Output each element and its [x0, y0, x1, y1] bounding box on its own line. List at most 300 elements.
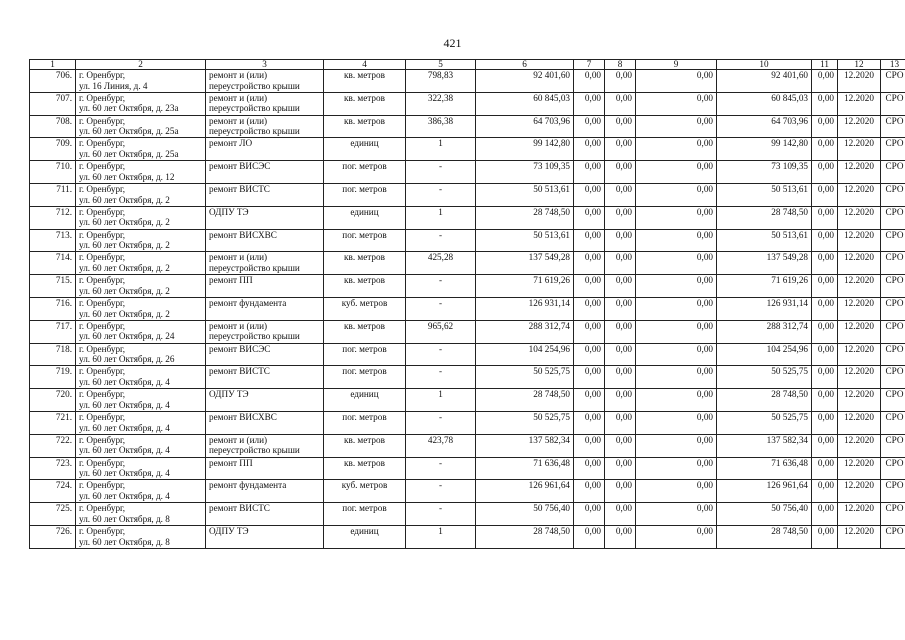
value-cell-9: 0,00	[636, 161, 717, 184]
value-cell-11: 0,00	[812, 275, 838, 298]
value-cell-9: 0,00	[636, 389, 717, 412]
address-cell	[76, 297, 206, 320]
address-street: ул. 60 лет Октября, д. 12	[79, 171, 175, 182]
unit-cell: пог. метров	[324, 343, 406, 366]
address-cell	[76, 161, 206, 184]
value-cell-11: 0,00	[812, 343, 838, 366]
address-cell	[76, 457, 206, 480]
row-number: 713.	[30, 229, 76, 252]
quantity-cell: -	[406, 366, 476, 389]
value-cell-8: 0,00	[605, 503, 636, 526]
unit-cell: пог. метров	[324, 366, 406, 389]
address-street: ул. 60 лет Октября, д. 2	[79, 240, 170, 251]
date-cell: 12.2020	[838, 320, 881, 343]
value-cell-9: 0,00	[636, 503, 717, 526]
quantity-cell: 965,62	[406, 320, 476, 343]
value-cell-8: 0,00	[605, 206, 636, 229]
value-cell-7: 0,00	[574, 275, 605, 298]
date-cell: 12.2020	[838, 503, 881, 526]
row-number: 711.	[30, 183, 76, 206]
value-cell-7: 0,00	[574, 115, 605, 138]
work-type-cell	[206, 503, 324, 526]
address-city: г. Оренбург,	[79, 297, 126, 308]
work-type-line1: ремонт ВИСТС	[209, 503, 270, 514]
value-cell-7: 0,00	[574, 92, 605, 115]
address-city: г. Оренбург,	[79, 434, 126, 445]
row-number: 712.	[30, 206, 76, 229]
work-type-cell	[206, 366, 324, 389]
work-type-line1: ремонт фундамента	[209, 297, 287, 308]
total-cost-cell: 137 549,28	[476, 252, 574, 275]
date-cell: 12.2020	[838, 411, 881, 434]
address-cell	[76, 115, 206, 138]
unit-cell: куб. метров	[324, 297, 406, 320]
address-street: ул. 60 лет Октября, д. 4	[79, 445, 170, 456]
unit-cell: кв. метров	[324, 92, 406, 115]
row-number: 721.	[30, 411, 76, 434]
work-type-line2: переустройство крыши	[209, 262, 300, 273]
work-type-line2: переустройство крыши	[209, 126, 300, 137]
work-type-cell	[206, 434, 324, 457]
date-cell: 12.2020	[838, 206, 881, 229]
quantity-cell: -	[406, 229, 476, 252]
address-city: г. Оренбург,	[79, 457, 126, 468]
unit-cell: единиц	[324, 525, 406, 548]
value-cell-10: 288 312,74	[717, 320, 812, 343]
value-cell-11: 0,00	[812, 138, 838, 161]
source-cell: СРО	[881, 92, 905, 115]
work-type-line1: ремонт и (или)	[209, 92, 268, 103]
total-cost-cell: 50 756,40	[476, 503, 574, 526]
address-cell	[76, 411, 206, 434]
value-cell-7: 0,00	[574, 229, 605, 252]
row-number: 723.	[30, 457, 76, 480]
row-number: 724.	[30, 480, 76, 503]
quantity-cell: 425,28	[406, 252, 476, 275]
value-cell-11: 0,00	[812, 366, 838, 389]
address-street: ул. 60 лет Октября, д. 4	[79, 490, 170, 501]
table-row	[30, 92, 905, 115]
col-header: 11	[812, 60, 838, 70]
date-cell: 12.2020	[838, 366, 881, 389]
table-row	[30, 206, 905, 229]
address-cell	[76, 138, 206, 161]
value-cell-10: 137 549,28	[717, 252, 812, 275]
address-cell	[76, 252, 206, 275]
address-street: ул. 60 лет Октября, д. 4	[79, 468, 170, 479]
value-cell-9: 0,00	[636, 366, 717, 389]
value-cell-9: 0,00	[636, 275, 717, 298]
date-cell: 12.2020	[838, 434, 881, 457]
row-number: 710.	[30, 161, 76, 184]
value-cell-11: 0,00	[812, 183, 838, 206]
work-type-cell	[206, 115, 324, 138]
value-cell-10: 28 748,50	[717, 389, 812, 412]
date-cell: 12.2020	[838, 115, 881, 138]
unit-cell: кв. метров	[324, 70, 406, 93]
row-number: 725.	[30, 503, 76, 526]
source-cell: СРО	[881, 206, 905, 229]
table-row	[30, 525, 905, 548]
unit-cell: кв. метров	[324, 115, 406, 138]
value-cell-7: 0,00	[574, 389, 605, 412]
value-cell-11: 0,00	[812, 434, 838, 457]
col-header: 13	[881, 60, 905, 70]
table-row	[30, 275, 905, 298]
work-type-cell	[206, 389, 324, 412]
value-cell-9: 0,00	[636, 480, 717, 503]
table-row	[30, 252, 905, 275]
col-header: 8	[605, 60, 636, 70]
work-type-cell	[206, 70, 324, 93]
unit-cell: кв. метров	[324, 320, 406, 343]
quantity-cell: -	[406, 503, 476, 526]
date-cell: 12.2020	[838, 343, 881, 366]
work-type-line1: ремонт и (или)	[209, 70, 268, 80]
quantity-cell: 1	[406, 138, 476, 161]
row-number: 708.	[30, 115, 76, 138]
address-street: ул. 60 лет Октября, д. 8	[79, 536, 170, 547]
value-cell-7: 0,00	[574, 70, 605, 93]
quantity-cell: 798,83	[406, 70, 476, 93]
total-cost-cell: 50 513,61	[476, 229, 574, 252]
value-cell-10: 126 931,14	[717, 297, 812, 320]
row-number: 707.	[30, 92, 76, 115]
source-cell: СРО	[881, 503, 905, 526]
row-number: 718.	[30, 343, 76, 366]
work-type-line1: ОДПУ ТЭ	[209, 525, 249, 536]
quantity-cell: -	[406, 411, 476, 434]
value-cell-10: 126 961,64	[717, 480, 812, 503]
quantity-cell: -	[406, 183, 476, 206]
row-number: 706.	[30, 70, 76, 93]
source-cell: СРО	[881, 320, 905, 343]
date-cell: 12.2020	[838, 275, 881, 298]
source-cell: СРО	[881, 297, 905, 320]
quantity-cell: -	[406, 297, 476, 320]
table-row	[30, 229, 905, 252]
work-type-cell	[206, 92, 324, 115]
unit-cell: кв. метров	[324, 434, 406, 457]
value-cell-7: 0,00	[574, 411, 605, 434]
value-cell-7: 0,00	[574, 206, 605, 229]
col-header: 1	[30, 60, 76, 70]
address-street: ул. 16 Линия, д. 4	[79, 80, 148, 91]
work-type-line1: ремонт ВИСТС	[209, 183, 270, 194]
address-street: ул. 60 лет Октября, д. 2	[79, 285, 170, 296]
table-row	[30, 183, 905, 206]
value-cell-10: 104 254,96	[717, 343, 812, 366]
table-row	[30, 138, 905, 161]
address-city: г. Оренбург,	[79, 229, 126, 240]
work-type-line2: переустройство крыши	[209, 103, 300, 114]
value-cell-8: 0,00	[605, 161, 636, 184]
value-cell-9: 0,00	[636, 115, 717, 138]
row-number: 714.	[30, 252, 76, 275]
work-type-cell	[206, 457, 324, 480]
value-cell-7: 0,00	[574, 503, 605, 526]
value-cell-8: 0,00	[605, 229, 636, 252]
value-cell-11: 0,00	[812, 252, 838, 275]
address-city: г. Оренбург,	[79, 183, 126, 194]
work-type-cell	[206, 480, 324, 503]
unit-cell: кв. метров	[324, 457, 406, 480]
source-cell: СРО	[881, 183, 905, 206]
value-cell-11: 0,00	[812, 457, 838, 480]
unit-cell: кв. метров	[324, 275, 406, 298]
table-row	[30, 70, 905, 93]
date-cell: 12.2020	[838, 480, 881, 503]
value-cell-9: 0,00	[636, 411, 717, 434]
col-header: 12	[838, 60, 881, 70]
quantity-cell: -	[406, 275, 476, 298]
quantity-cell: 1	[406, 206, 476, 229]
address-city: г. Оренбург,	[79, 206, 126, 217]
address-street: ул. 60 лет Октября, д. 2	[79, 194, 170, 205]
table-row	[30, 411, 905, 434]
value-cell-9: 0,00	[636, 92, 717, 115]
value-cell-8: 0,00	[605, 525, 636, 548]
value-cell-7: 0,00	[574, 297, 605, 320]
table-row	[30, 297, 905, 320]
address-city: г. Оренбург,	[79, 70, 126, 80]
work-type-line1: ремонт ПП	[209, 275, 253, 286]
value-cell-9: 0,00	[636, 70, 717, 93]
value-cell-8: 0,00	[605, 138, 636, 161]
value-cell-10: 50 756,40	[717, 503, 812, 526]
value-cell-9: 0,00	[636, 457, 717, 480]
value-cell-11: 0,00	[812, 503, 838, 526]
address-cell	[76, 70, 206, 93]
row-number: 715.	[30, 275, 76, 298]
row-number: 726.	[30, 525, 76, 548]
value-cell-10: 50 513,61	[717, 229, 812, 252]
quantity-cell: -	[406, 343, 476, 366]
source-cell: СРО	[881, 411, 905, 434]
value-cell-7: 0,00	[574, 183, 605, 206]
address-city: г. Оренбург,	[79, 275, 126, 286]
value-cell-11: 0,00	[812, 115, 838, 138]
source-cell: СРО	[881, 389, 905, 412]
total-cost-cell: 50 513,61	[476, 183, 574, 206]
value-cell-8: 0,00	[605, 275, 636, 298]
work-type-line1: ремонт ПП	[209, 457, 253, 468]
address-street: ул. 60 лет Октября, д. 2	[79, 262, 170, 273]
address-street: ул. 60 лет Октября, д. 26	[79, 354, 175, 365]
value-cell-7: 0,00	[574, 320, 605, 343]
address-street: ул. 60 лет Октября, д. 25а	[79, 126, 179, 137]
value-cell-9: 0,00	[636, 343, 717, 366]
value-cell-9: 0,00	[636, 297, 717, 320]
value-cell-8: 0,00	[605, 70, 636, 93]
work-type-line1: ремонт ВИСХВС	[209, 411, 277, 422]
quantity-cell: 322,38	[406, 92, 476, 115]
value-cell-9: 0,00	[636, 252, 717, 275]
value-cell-11: 0,00	[812, 297, 838, 320]
total-cost-cell: 71 636,48	[476, 457, 574, 480]
value-cell-8: 0,00	[605, 252, 636, 275]
table-row	[30, 366, 905, 389]
value-cell-10: 71 619,26	[717, 275, 812, 298]
quantity-cell: 1	[406, 389, 476, 412]
value-cell-9: 0,00	[636, 434, 717, 457]
date-cell: 12.2020	[838, 70, 881, 93]
source-cell: СРО	[881, 115, 905, 138]
source-cell: СРО	[881, 343, 905, 366]
work-type-line1: ремонт фундамента	[209, 480, 287, 491]
value-cell-7: 0,00	[574, 138, 605, 161]
value-cell-8: 0,00	[605, 389, 636, 412]
work-type-cell	[206, 343, 324, 366]
address-city: г. Оренбург,	[79, 161, 126, 172]
quantity-cell: -	[406, 457, 476, 480]
total-cost-cell: 50 525,75	[476, 366, 574, 389]
value-cell-8: 0,00	[605, 434, 636, 457]
work-type-cell	[206, 183, 324, 206]
address-city: г. Оренбург,	[79, 138, 126, 149]
work-type-line1: ремонт ВИСЭС	[209, 343, 271, 354]
value-cell-7: 0,00	[574, 252, 605, 275]
value-cell-11: 0,00	[812, 389, 838, 412]
value-cell-9: 0,00	[636, 320, 717, 343]
work-type-line1: ремонт ВИСХВС	[209, 229, 277, 240]
date-cell: 12.2020	[838, 389, 881, 412]
value-cell-7: 0,00	[574, 525, 605, 548]
work-type-line1: ремонт ВИСЭС	[209, 161, 271, 172]
source-cell: СРО	[881, 161, 905, 184]
value-cell-10: 137 582,34	[717, 434, 812, 457]
work-type-cell	[206, 525, 324, 548]
value-cell-10: 73 109,35	[717, 161, 812, 184]
total-cost-cell: 126 931,14	[476, 297, 574, 320]
value-cell-11: 0,00	[812, 480, 838, 503]
source-cell: СРО	[881, 457, 905, 480]
address-cell	[76, 320, 206, 343]
value-cell-8: 0,00	[605, 115, 636, 138]
unit-cell: куб. метров	[324, 480, 406, 503]
address-cell	[76, 480, 206, 503]
value-cell-10: 28 748,50	[717, 525, 812, 548]
source-cell: СРО	[881, 252, 905, 275]
value-cell-8: 0,00	[605, 343, 636, 366]
work-type-line1: ремонт и (или)	[209, 434, 268, 445]
address-city: г. Оренбург,	[79, 252, 126, 263]
address-city: г. Оренбург,	[79, 503, 126, 514]
value-cell-7: 0,00	[574, 343, 605, 366]
col-header: 4	[324, 60, 406, 70]
total-cost-cell: 288 312,74	[476, 320, 574, 343]
unit-cell: пог. метров	[324, 503, 406, 526]
value-cell-11: 0,00	[812, 320, 838, 343]
address-cell	[76, 366, 206, 389]
total-cost-cell: 64 703,96	[476, 115, 574, 138]
address-city: г. Оренбург,	[79, 343, 126, 354]
date-cell: 12.2020	[838, 525, 881, 548]
work-type-cell	[206, 161, 324, 184]
value-cell-9: 0,00	[636, 229, 717, 252]
unit-cell: пог. метров	[324, 183, 406, 206]
source-cell: СРО	[881, 525, 905, 548]
work-type-line1: ремонт и (или)	[209, 115, 268, 126]
quantity-cell: -	[406, 480, 476, 503]
address-street: ул. 60 лет Октября, д. 8	[79, 513, 170, 524]
value-cell-9: 0,00	[636, 183, 717, 206]
table-row	[30, 434, 905, 457]
total-cost-cell: 126 961,64	[476, 480, 574, 503]
value-cell-7: 0,00	[574, 366, 605, 389]
col-header: 9	[636, 60, 717, 70]
value-cell-7: 0,00	[574, 457, 605, 480]
address-street: ул. 60 лет Октября, д. 25а	[79, 148, 179, 159]
quantity-cell: 1	[406, 525, 476, 548]
work-type-line1: ремонт и (или)	[209, 252, 268, 263]
table-row	[30, 161, 905, 184]
total-cost-cell: 50 525,75	[476, 411, 574, 434]
unit-cell: пог. метров	[324, 411, 406, 434]
address-city: г. Оренбург,	[79, 525, 126, 536]
value-cell-11: 0,00	[812, 206, 838, 229]
unit-cell: пог. метров	[324, 229, 406, 252]
value-cell-10: 92 401,60	[717, 70, 812, 93]
page-number: 421	[443, 36, 462, 50]
value-cell-8: 0,00	[605, 411, 636, 434]
total-cost-cell: 104 254,96	[476, 343, 574, 366]
value-cell-8: 0,00	[605, 92, 636, 115]
source-cell: СРО	[881, 70, 905, 93]
total-cost-cell: 99 142,80	[476, 138, 574, 161]
work-type-cell	[206, 138, 324, 161]
source-cell: СРО	[881, 275, 905, 298]
value-cell-10: 99 142,80	[717, 138, 812, 161]
address-street: ул. 60 лет Октября, д. 4	[79, 376, 170, 387]
table-row	[30, 320, 905, 343]
date-cell: 12.2020	[838, 297, 881, 320]
value-cell-11: 0,00	[812, 525, 838, 548]
table-row	[30, 503, 905, 526]
quantity-cell: -	[406, 161, 476, 184]
col-header: 5	[406, 60, 476, 70]
date-cell: 12.2020	[838, 229, 881, 252]
col-header: 7	[574, 60, 605, 70]
address-city: г. Оренбург,	[79, 411, 126, 422]
value-cell-7: 0,00	[574, 434, 605, 457]
address-city: г. Оренбург,	[79, 366, 126, 377]
address-cell	[76, 275, 206, 298]
value-cell-9: 0,00	[636, 206, 717, 229]
value-cell-11: 0,00	[812, 411, 838, 434]
address-cell	[76, 503, 206, 526]
address-city: г. Оренбург,	[79, 115, 126, 126]
total-cost-cell: 71 619,26	[476, 275, 574, 298]
value-cell-8: 0,00	[605, 480, 636, 503]
address-city: г. Оренбург,	[79, 320, 126, 331]
work-type-cell	[206, 229, 324, 252]
total-cost-cell: 60 845,03	[476, 92, 574, 115]
address-city: г. Оренбург,	[79, 480, 126, 491]
address-street: ул. 60 лет Октября, д. 2	[79, 217, 170, 228]
address-cell	[76, 92, 206, 115]
address-street: ул. 60 лет Октября, д. 2	[79, 308, 170, 319]
address-street: ул. 60 лет Октября, д. 4	[79, 399, 170, 410]
value-cell-8: 0,00	[605, 320, 636, 343]
work-type-cell	[206, 206, 324, 229]
value-cell-10: 28 748,50	[717, 206, 812, 229]
value-cell-10: 50 513,61	[717, 183, 812, 206]
source-cell: СРО	[881, 434, 905, 457]
total-cost-cell: 73 109,35	[476, 161, 574, 184]
work-type-cell	[206, 411, 324, 434]
address-cell	[76, 343, 206, 366]
